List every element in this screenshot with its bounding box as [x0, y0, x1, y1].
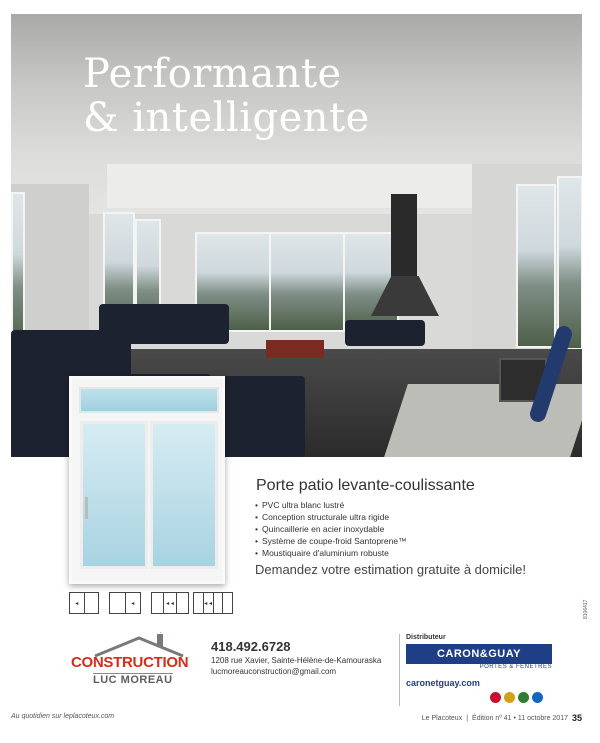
ad-reference-code: 8106417: [583, 599, 589, 619]
headline-line-1: Performante: [83, 51, 342, 97]
certification-badges: [490, 692, 543, 703]
feature-item: • Quincaillerie en acier inoxydable: [255, 523, 407, 535]
logo-line-2: LUC MOREAU: [93, 674, 173, 686]
config-panel: ◂ ◂: [204, 593, 214, 613]
config-panel: ◂: [131, 600, 135, 607]
configuration-diagram: [109, 592, 141, 614]
coffee-table: [266, 340, 324, 358]
door-handle: [85, 497, 88, 519]
feature-item: • PVC ultra blanc lustré: [255, 499, 407, 511]
headline-line-2: & intelligente: [83, 95, 370, 141]
sofa: [99, 304, 229, 344]
distributor-website[interactable]: caronetguay.com: [406, 678, 480, 688]
config-panel: ◂: [70, 593, 85, 613]
config-panel: [85, 593, 99, 613]
door-panel-left: [80, 421, 148, 569]
email[interactable]: lucmoreauconstruction@gmail.com: [211, 667, 337, 676]
config-panel: [194, 593, 204, 613]
config-panel: [177, 593, 188, 613]
feature-item: • Système de coupe-froid Santoprene™: [255, 535, 407, 547]
certification-badge-icon: [490, 692, 501, 703]
publication-name: Le Placoteux: [421, 714, 463, 722]
footer-divider: |: [466, 714, 469, 722]
door-panel-right: [150, 421, 218, 569]
footer-site[interactable]: Au quotidien sur leplacoteux.com: [11, 713, 115, 720]
product-title: Porte patio levante-coulissante: [256, 477, 475, 494]
config-panel: [223, 593, 232, 613]
patio-door-image: [69, 376, 225, 584]
sofa: [345, 320, 425, 346]
window-pane: [11, 192, 25, 346]
footer-info: [422, 713, 582, 723]
window-pane: [516, 184, 556, 348]
certification-badge-icon: [518, 692, 529, 703]
distributor-tagline: PORTES & FENÊTRES: [479, 664, 552, 670]
energy-star-icon: [532, 692, 543, 703]
distributor-logo: CARON&GUAY: [406, 644, 552, 664]
advertisement: [11, 14, 589, 704]
address: 1208 rue Xavier, Sainte-Hélène-de-Kamouraska: [211, 656, 382, 665]
page-number: 35: [571, 713, 582, 723]
headline: [83, 52, 370, 140]
transom-window: [79, 387, 219, 413]
phone-number[interactable]: 418.492.6728: [211, 639, 291, 654]
distributor-label: Distributeur: [406, 634, 446, 641]
feature-list: [255, 499, 407, 559]
distributor-block: [399, 634, 561, 706]
config-panel: [152, 593, 164, 613]
config-panel: [214, 593, 224, 613]
window-pane: [269, 232, 345, 332]
construction-logo: [71, 632, 201, 687]
config-panel: [110, 593, 126, 613]
configuration-diagram: [193, 592, 233, 614]
logo-line-1: CONSTRUCTION: [71, 654, 189, 671]
page-footer: [11, 713, 582, 725]
sofa: [221, 376, 305, 457]
contractor-contact: [211, 639, 381, 677]
configuration-diagram: [151, 592, 189, 614]
configuration-diagram: [69, 592, 99, 614]
fireplace-chimney: [391, 194, 417, 286]
feature-item: • Conception structurale ultra rigide: [255, 511, 407, 523]
certification-badge-icon: [504, 692, 515, 703]
feature-item: • Moustiquaire d'aluminium robuste: [255, 547, 407, 559]
config-panel: ◂ ◂: [164, 593, 176, 613]
call-to-action: Demandez votre estimation gratuite à domicile!: [255, 562, 526, 577]
edition-info: Édition nº 41 • 11 octobre 2017: [472, 714, 568, 722]
window-pane: [557, 176, 582, 350]
ceiling-recess: [107, 164, 487, 208]
